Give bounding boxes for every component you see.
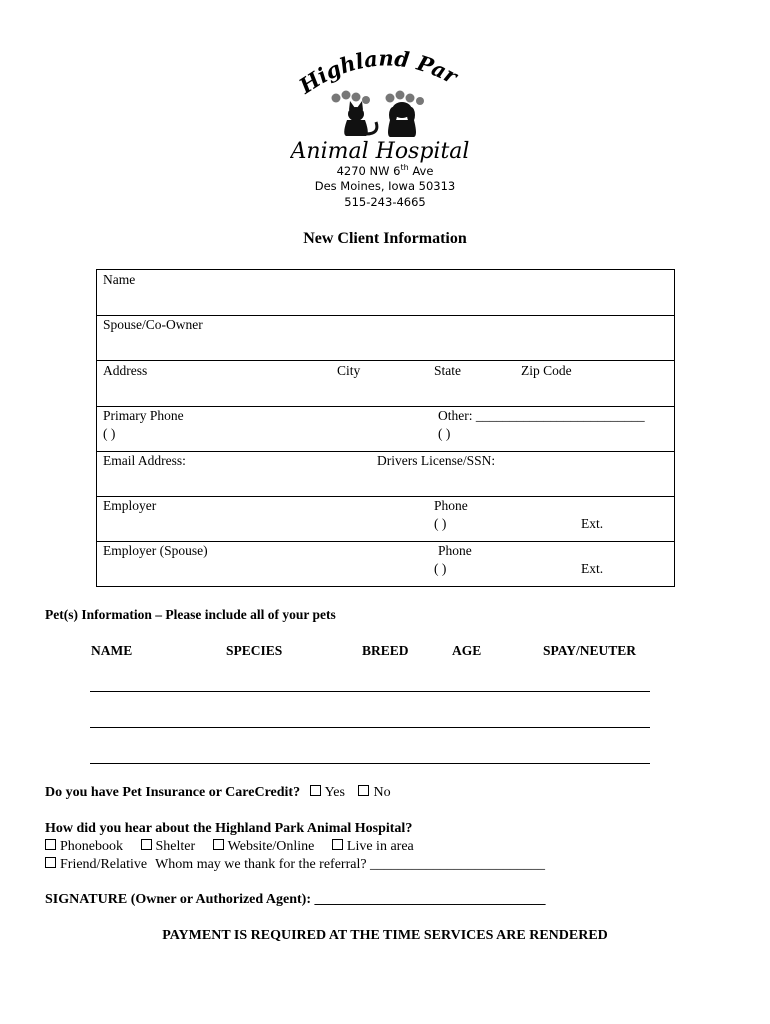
- paw-prints-icon: [332, 91, 425, 106]
- employer-ext-label[interactable]: Ext.: [581, 516, 604, 531]
- shelter-label: Shelter: [155, 839, 196, 854]
- cat-silhouette-icon: [344, 101, 377, 136]
- row-divider: [97, 451, 674, 452]
- logo-artwork: [290, 48, 470, 166]
- form-title: New Client Information: [303, 230, 467, 247]
- spouse-phone-label[interactable]: Phone: [438, 543, 472, 558]
- employer-field-label[interactable]: Employer: [103, 498, 157, 513]
- zip-field-label[interactable]: Zip Code: [521, 363, 572, 378]
- referral-options-row: [45, 839, 428, 855]
- referral-question: How did you hear about the Highland Park Animal Hospital?: [45, 821, 413, 836]
- pets-heading: Pet(s) Information – Please include all of your pets: [45, 607, 336, 622]
- pets-col-breed: BREED: [362, 643, 409, 658]
- row-divider: [97, 541, 674, 542]
- phonebook-label: Phonebook: [60, 839, 123, 854]
- license-field-label[interactable]: Drivers License/SSN:: [377, 453, 496, 468]
- website-checkbox[interactable]: [213, 839, 224, 850]
- spouse-employer-field-label[interactable]: Employer (Spouse): [103, 543, 208, 558]
- logo-arc-text: Highland Par: [294, 48, 462, 99]
- address-line-2: Des Moines, Iowa 50313: [314, 179, 456, 193]
- payment-notice: PAYMENT IS REQUIRED AT THE TIME SERVICES ARE RENDERED: [162, 928, 608, 943]
- yes-checkbox[interactable]: [310, 785, 321, 796]
- client-info-table: [96, 269, 675, 587]
- yes-label: Yes: [324, 785, 345, 800]
- row-divider: [97, 360, 674, 361]
- logo-bottom-text: Animal Hospital: [290, 139, 470, 164]
- name-field-label[interactable]: Name: [103, 272, 136, 287]
- no-checkbox[interactable]: [358, 785, 369, 796]
- row-divider: [97, 315, 674, 316]
- dog-silhouette-icon: [388, 102, 416, 137]
- employer-phone-label[interactable]: Phone: [434, 498, 468, 513]
- friend-relative-checkbox[interactable]: [45, 857, 56, 868]
- shelter-checkbox[interactable]: [141, 839, 152, 850]
- pets-col-name: NAME: [91, 643, 133, 658]
- primary-phone-area: ( ): [103, 426, 116, 441]
- insurance-question-row: [45, 785, 391, 801]
- other-phone-label[interactable]: Other: _________________________: [438, 408, 645, 423]
- friend-relative-label: Friend/Relative: [60, 857, 148, 872]
- city-field-label[interactable]: City: [337, 363, 361, 378]
- email-field-label[interactable]: Email Address:: [103, 453, 186, 468]
- row-divider: [97, 496, 674, 497]
- other-phone-area: ( ): [438, 426, 451, 441]
- pet-entry-line[interactable]: [90, 691, 650, 692]
- state-field-label[interactable]: State: [434, 363, 461, 378]
- insurance-question: Do you have Pet Insurance or CareCredit?: [45, 785, 301, 800]
- phonebook-checkbox[interactable]: [45, 839, 56, 850]
- live-in-area-checkbox[interactable]: [332, 839, 343, 850]
- pets-col-age: AGE: [452, 643, 482, 658]
- address-field-label[interactable]: Address: [103, 363, 148, 378]
- primary-phone-label[interactable]: Primary Phone: [103, 408, 184, 423]
- address-line-1: 4270 NW 6th Ave: [336, 163, 434, 178]
- pets-col-species: SPECIES: [226, 643, 283, 658]
- spouse-field-label[interactable]: Spouse/Co-Owner: [103, 317, 203, 332]
- website-label: Website/Online: [227, 839, 315, 854]
- signature-line[interactable]: SIGNATURE (Owner or Authorized Agent): _________________________________: [45, 892, 546, 907]
- row-divider: [97, 406, 674, 407]
- no-label: No: [373, 785, 391, 800]
- spouse-phone-area: ( ): [434, 561, 447, 576]
- referral-friend-row: [45, 857, 545, 873]
- phone-number: 515-243-4665: [344, 195, 426, 209]
- pet-entry-line[interactable]: [90, 763, 650, 764]
- pets-col-spay-neuter: SPAY/NEUTER: [543, 643, 637, 658]
- pet-entry-line[interactable]: [90, 727, 650, 728]
- live-in-area-label: Live in area: [346, 839, 414, 854]
- spouse-ext-label[interactable]: Ext.: [581, 561, 604, 576]
- hospital-logo: [290, 48, 470, 166]
- employer-phone-area: ( ): [434, 516, 447, 531]
- referral-thanks-field[interactable]: Whom may we thank for the referral? _________________________: [155, 857, 546, 872]
